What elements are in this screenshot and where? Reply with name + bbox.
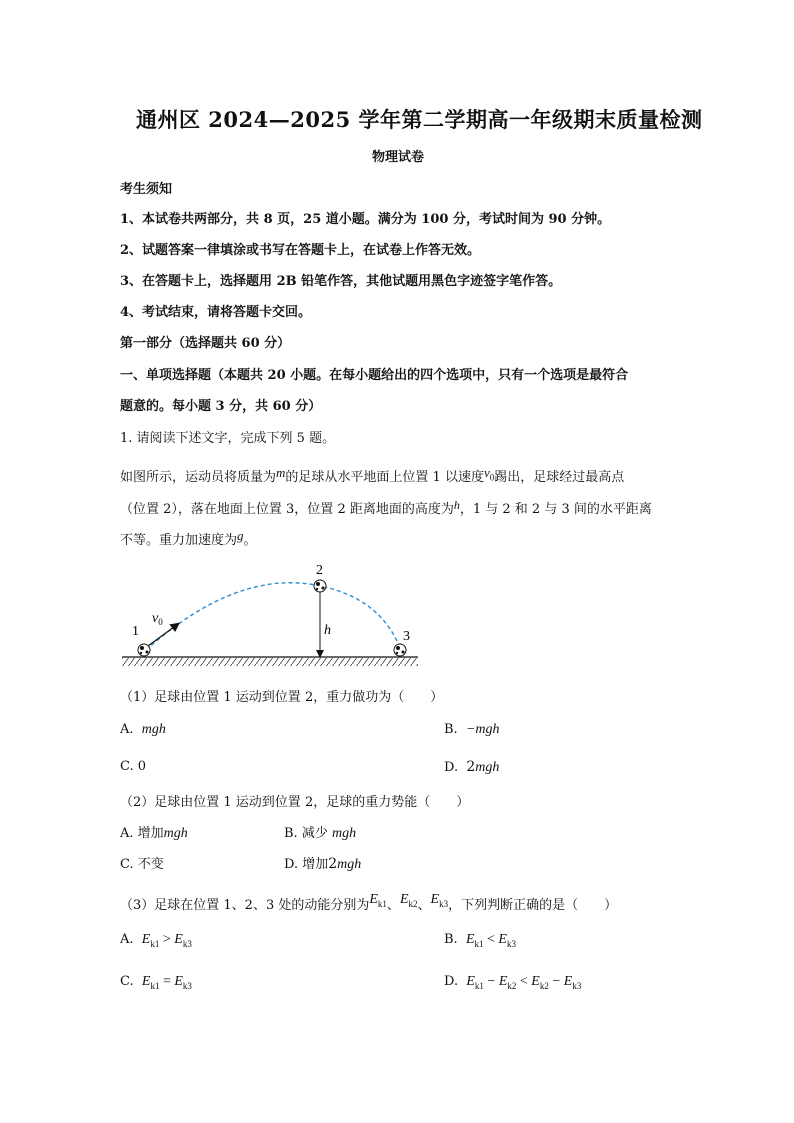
- section-instruction-line2: 题意的。每小题 3 分，共 60 分）: [120, 399, 322, 414]
- option-a[interactable]: [120, 822, 188, 842]
- option-expression: −mgh: [465, 722, 500, 737]
- sub-question-stem: （2）足球由位置 1 运动到位置 2，足球的重力势能（ ）: [120, 795, 470, 810]
- ground-hatch: [122, 658, 418, 666]
- sub-question-stem: [120, 894, 617, 915]
- energy-subscript: k3: [439, 898, 449, 909]
- position-label-3: 3: [403, 629, 410, 644]
- velocity-label-sub: 0: [158, 617, 163, 627]
- kinetic-energy-k2: [400, 892, 418, 907]
- ball-icon: [138, 644, 150, 656]
- option-label: B. 减少: [284, 826, 328, 841]
- energy-subscript: k1: [150, 938, 160, 949]
- energy-letter: E: [369, 892, 378, 907]
- stem-text: ，下列判断正确的是（ ）: [448, 898, 618, 913]
- option-expression: mgh: [163, 826, 188, 841]
- option-label: D.: [444, 760, 459, 775]
- velocity-subscript: 0: [489, 472, 495, 483]
- energy-subscript: k1: [150, 980, 160, 991]
- velocity-label-letter: v: [152, 611, 159, 626]
- option-expression: mgh: [475, 760, 500, 775]
- passage-text: （位置 2），落在地面上位置 3，位置 2 距离地面的高度为: [120, 502, 454, 517]
- energy-letter: E: [174, 974, 183, 989]
- position-label-2: 2: [316, 563, 323, 578]
- energy-subscript: k2: [507, 980, 517, 991]
- question-intro: 1. 请阅读下述文字，完成下列 5 题。: [120, 431, 336, 446]
- section-instruction-line1: 一、单项选择题（本题共 20 小题。在每小题给出的四个选项中，只有一个选项是最符合: [120, 368, 629, 383]
- energy-letter: E: [465, 932, 475, 947]
- velocity-letter: v: [483, 465, 490, 480]
- passage-text: 不等。重力加速度为: [120, 533, 238, 548]
- option-expression: [142, 932, 192, 947]
- energy-letter: E: [430, 892, 440, 907]
- option-label: A.: [120, 932, 134, 947]
- option-expression: [466, 974, 581, 989]
- energy-letter: E: [399, 892, 409, 907]
- option-b[interactable]: [444, 932, 516, 949]
- passage-line3: [120, 529, 257, 548]
- option-a[interactable]: [120, 932, 192, 949]
- passage-line1: [120, 466, 624, 487]
- option-a[interactable]: [120, 722, 166, 738]
- energy-letter: E: [174, 932, 183, 947]
- part-heading: 第一部分（选择题共 60 分）: [120, 336, 291, 351]
- operator: =: [162, 974, 171, 989]
- mass-symbol: m: [276, 465, 286, 480]
- option-expression: [466, 932, 516, 947]
- energy-subscript: k2: [539, 980, 549, 991]
- energy-subscript: k1: [377, 898, 387, 909]
- exam-title: 通州区 2024—2025 学年第二学期高一年级期末质量检测: [136, 107, 703, 132]
- exam-subtitle: 物理试卷: [372, 150, 425, 165]
- option-expression: [142, 974, 192, 989]
- energy-subscript: k1: [474, 980, 484, 991]
- option-c[interactable]: [120, 974, 192, 991]
- notice-heading: 考生须知: [120, 182, 173, 197]
- gravity-symbol: g: [237, 528, 244, 543]
- velocity-symbol: [483, 465, 495, 483]
- energy-letter: E: [531, 974, 540, 989]
- energy-subscript: k3: [182, 938, 192, 949]
- option-d[interactable]: [444, 974, 581, 991]
- option-c[interactable]: [120, 759, 146, 774]
- energy-letter: E: [141, 974, 151, 989]
- energy-letter: E: [498, 932, 507, 947]
- option-label: B.: [444, 932, 458, 947]
- option-label: A. 增加: [120, 826, 164, 841]
- energy-subscript: k3: [182, 980, 192, 991]
- stem-text: 、: [386, 898, 400, 913]
- operator: <: [519, 974, 528, 989]
- kinetic-energy-k1: [369, 892, 387, 907]
- operator: −: [552, 974, 561, 989]
- option-number: 2: [466, 759, 476, 775]
- trajectory-figure: [118, 560, 428, 670]
- option-b[interactable]: [444, 722, 500, 738]
- option-b[interactable]: [284, 822, 356, 842]
- option-label: C. 0: [120, 759, 147, 774]
- passage-text: 如图所示，运动员将质量为: [120, 470, 277, 485]
- energy-letter: E: [141, 932, 151, 947]
- energy-letter: E: [498, 974, 508, 989]
- option-expression: mgh: [337, 857, 362, 872]
- option-label: C.: [120, 974, 134, 989]
- option-label: B.: [444, 722, 458, 737]
- passage-text: 的足球从水平地面上位置 1 以速度: [285, 470, 484, 485]
- energy-subscript: k3: [572, 980, 582, 991]
- option-d[interactable]: [444, 759, 499, 776]
- operator: −: [487, 974, 496, 989]
- energy-subscript: k2: [408, 898, 418, 909]
- option-label: D. 增加: [284, 857, 329, 872]
- ball-trajectory: [146, 583, 400, 650]
- option-d[interactable]: [284, 853, 361, 873]
- option-label: A.: [120, 722, 134, 737]
- passage-text: ，1 与 2 和 2 与 3 间的水平距离: [459, 502, 652, 517]
- velocity-arrow: [148, 624, 178, 646]
- ball-icon: [314, 580, 326, 592]
- notice-item: 2、试题答案一律填涂或书写在答题卡上，在试卷上作答无效。: [120, 243, 481, 258]
- energy-letter: E: [466, 974, 475, 989]
- option-expression: mgh: [141, 722, 166, 737]
- energy-letter: E: [563, 974, 573, 989]
- height-symbol: h: [453, 498, 460, 512]
- velocity-label: [152, 611, 163, 627]
- energy-subscript: k3: [506, 938, 516, 949]
- notice-item: 1、本试卷共两部分，共 8 页，25 道小题。满分为 100 分，考试时间为 90 分钟。: [120, 212, 611, 227]
- option-expression: mgh: [331, 826, 357, 841]
- operator: <: [487, 932, 495, 947]
- energy-subscript: k1: [474, 938, 484, 949]
- option-c[interactable]: [120, 853, 164, 872]
- kinetic-energy-k3: [431, 892, 449, 907]
- position-label-1: 1: [132, 624, 139, 639]
- stem-text: 、: [417, 898, 431, 913]
- notice-item: 3、在答题卡上，选择题用 2B 铅笔作答，其他试题用黑色字迹签字笔作答。: [120, 274, 562, 289]
- passage-text: 踢出，足球经过最高点: [494, 470, 625, 485]
- option-number: 2: [328, 856, 338, 872]
- operator: >: [162, 932, 171, 947]
- stem-text: （3）足球在位置 1、2、3 处的动能分别为: [120, 898, 370, 913]
- ball-icon: [394, 644, 406, 656]
- notice-item: 4、考试结束，请将答题卡交回。: [120, 305, 312, 320]
- option-label: D.: [444, 974, 459, 989]
- sub-question-stem: （1）足球由位置 1 运动到位置 2，重力做功为（ ）: [120, 690, 444, 705]
- passage-text: 。: [243, 533, 257, 548]
- option-label: C. 不变: [120, 857, 164, 872]
- passage-line2: [120, 498, 652, 517]
- height-label: h: [324, 623, 331, 638]
